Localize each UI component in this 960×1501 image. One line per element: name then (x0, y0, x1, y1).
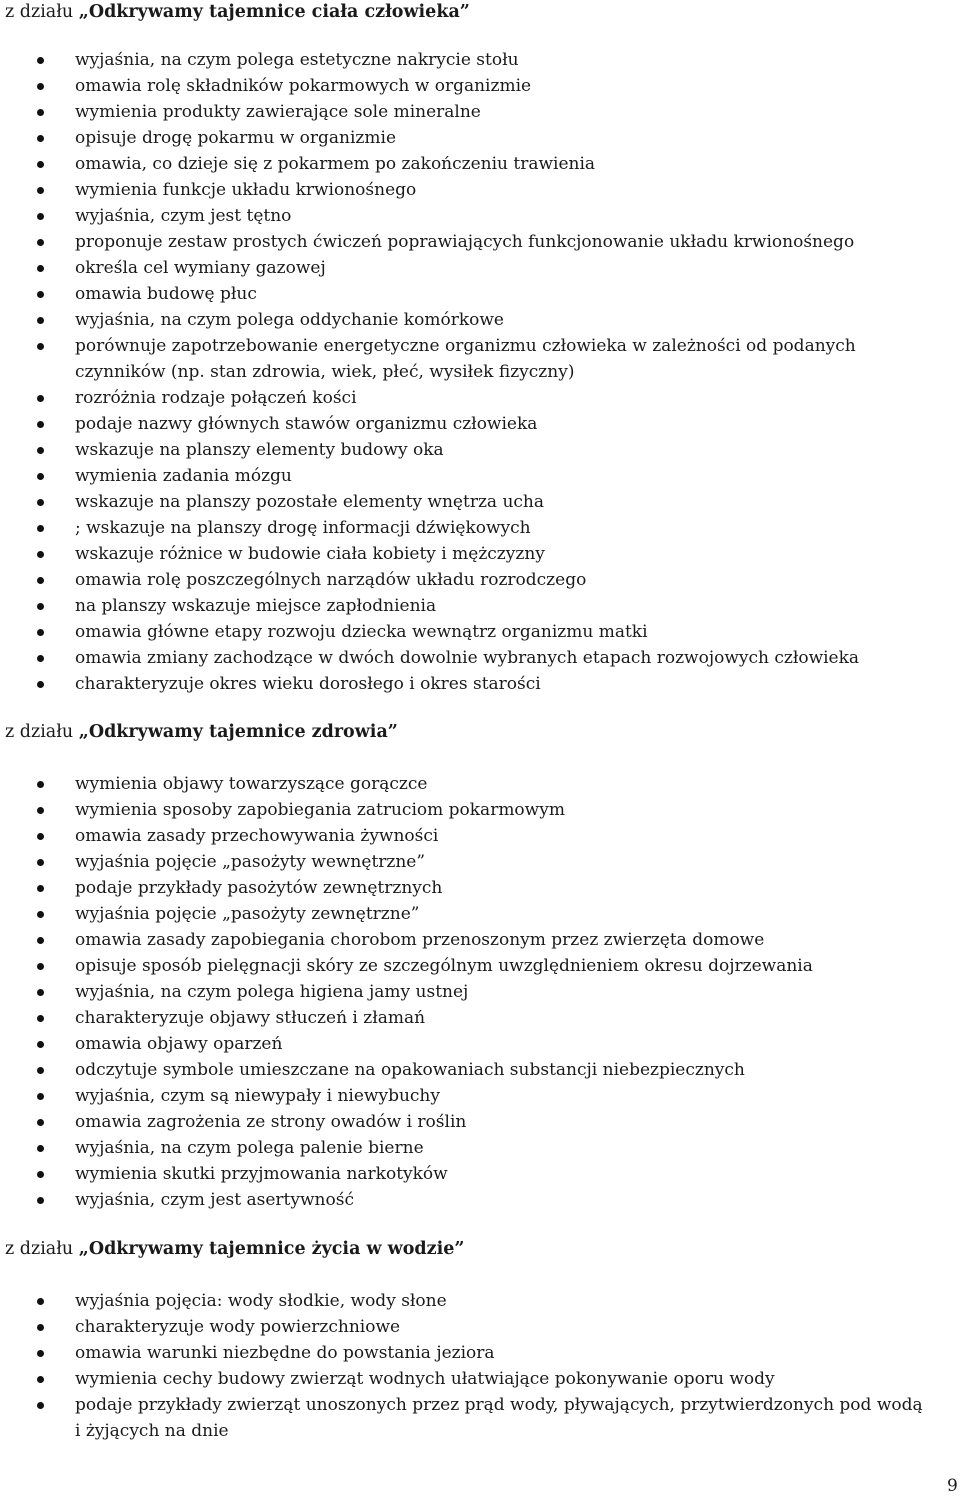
bullet-icon (37, 447, 44, 454)
list-item-text: wymienia objawy towarzyszące gorączce (75, 774, 428, 794)
list-item (0, 1314, 960, 1340)
list-item-text: wskazuje na planszy elementy budowy oka (75, 440, 444, 460)
list-item (0, 489, 960, 515)
list-item (0, 177, 960, 203)
section-heading (5, 720, 398, 744)
bullet-icon (37, 1350, 44, 1357)
list-item (0, 203, 960, 229)
bullet-icon (37, 681, 44, 688)
list-item (0, 1005, 960, 1031)
list-item-text: wymienia cechy budowy zwierząt wodnych ułatwiające pokonywanie oporu wody (75, 1369, 775, 1389)
list-item (0, 411, 960, 437)
list-item (0, 151, 960, 177)
list-item (0, 1161, 960, 1187)
list-item (0, 47, 960, 73)
list-item (0, 823, 960, 849)
bullet-icon (37, 551, 44, 558)
list-item-text: wyjaśnia, na czym polega palenie bierne (75, 1138, 424, 1158)
bullet-icon (37, 1298, 44, 1305)
list-item-text: wyjaśnia, czym jest asertywność (75, 1190, 354, 1210)
list-item-text: omawia warunki niezbędne do powstania jeziora (75, 1343, 495, 1363)
bullet-icon (37, 239, 44, 246)
bullet-icon (37, 473, 44, 480)
list-item (0, 927, 960, 953)
list-item (0, 463, 960, 489)
list-item-text: wyjaśnia, na czym polega oddychanie komórkowe (75, 310, 504, 330)
list-item (0, 125, 960, 151)
list-item-text: omawia rolę poszczególnych narządów układu rozrodczego (75, 570, 587, 590)
bullet-icon (37, 963, 44, 970)
list-item-text: omawia, co dzieje się z pokarmem po zakończeniu trawienia (75, 154, 596, 174)
list-item-text: omawia budowę płuc (75, 284, 257, 304)
list-item-text: opisuje drogę pokarmu w organizmie (75, 128, 396, 148)
list-item-text: porównuje zapotrzebowanie energetyczne organizmu człowieka w zależności od podanych czynników (np. stan zdrowia, wiek, płeć, wysiłek fizyczny) (75, 336, 856, 382)
bullet-icon (37, 577, 44, 584)
bullet-icon (37, 213, 44, 220)
list-item (0, 1340, 960, 1366)
list-item (0, 619, 960, 645)
list-item (0, 437, 960, 463)
list-item (0, 1366, 960, 1392)
bullet-icon (37, 343, 44, 350)
bullet-icon (37, 1093, 44, 1100)
bullet-icon (37, 911, 44, 918)
list-item-text: omawia rolę składników pokarmowych w organizmie (75, 76, 532, 96)
list-item (0, 515, 960, 541)
list-item (0, 645, 960, 671)
bullet-icon (37, 187, 44, 194)
list-item-text: omawia zmiany zachodzące w dwóch dowolnie wybranych etapach rozwojowych człowieka (75, 648, 860, 668)
list-item (0, 541, 960, 567)
section-heading (5, 1237, 464, 1261)
list-item (0, 567, 960, 593)
list-item-text: określa cel wymiany gazowej (75, 258, 326, 278)
list-item-text: wyjaśnia, czym jest tętno (75, 206, 292, 226)
bullet-icon (37, 83, 44, 90)
list-item (0, 99, 960, 125)
list-item-text: ; wskazuje na planszy drogę informacji dźwiękowych (75, 518, 531, 538)
bullet-icon (37, 1197, 44, 1204)
list-item-text: omawia objawy oparzeń (75, 1034, 283, 1054)
list-item-text: wyjaśnia pojęcia: wody słodkie, wody słone (75, 1291, 447, 1311)
list-item (0, 281, 960, 307)
list-item-text: wyjaśnia, na czym polega higiena jamy ustnej (75, 982, 469, 1002)
list-item (0, 1109, 960, 1135)
list-item-text: wskazuje na planszy pozostałe elementy wnętrza ucha (75, 492, 545, 512)
list-item (0, 1031, 960, 1057)
list-item-text: wymienia skutki przyjmowania narkotyków (75, 1164, 448, 1184)
bullet-icon (37, 499, 44, 506)
bullet-icon (37, 161, 44, 168)
bullet-icon (37, 603, 44, 610)
section-heading (5, 0, 470, 24)
list-item (0, 953, 960, 979)
bullet-icon (37, 989, 44, 996)
list-item (0, 771, 960, 797)
list-item-text: wyjaśnia, czym są niewypały i niewybuchy (75, 1086, 440, 1106)
section-heading-title: „Odkrywamy tajemnice ciała człowieka” (78, 2, 470, 22)
list-item (0, 307, 960, 333)
section-heading-title: „Odkrywamy tajemnice zdrowia” (78, 722, 398, 742)
list-item-text: wymienia sposoby zapobiegania zatruciom pokarmowym (75, 800, 565, 820)
bullet-icon (37, 1376, 44, 1383)
bullet-icon (37, 885, 44, 892)
bullet-icon (37, 1145, 44, 1152)
list-item-text: wyjaśnia, na czym polega estetyczne nakrycie stołu (75, 50, 519, 70)
bullet-icon (37, 1324, 44, 1331)
bullet-icon (37, 395, 44, 402)
bullet-icon (37, 421, 44, 428)
list-item (0, 671, 960, 697)
list-item (0, 1083, 960, 1109)
list-item-text: omawia zagrożenia ze strony owadów i roślin (75, 1112, 467, 1132)
bullet-icon (37, 807, 44, 814)
bullet-icon (37, 859, 44, 866)
list-item-text: wymienia funkcje układu krwionośnego (75, 180, 417, 200)
objectives-list (0, 1288, 960, 1444)
list-item-text: na planszy wskazuje miejsce zapłodnienia (75, 596, 437, 616)
bullet-icon (37, 265, 44, 272)
list-item (0, 1135, 960, 1161)
list-item (0, 849, 960, 875)
list-item (0, 901, 960, 927)
bullet-icon (37, 525, 44, 532)
list-item (0, 797, 960, 823)
list-item-text: charakteryzuje objawy stłuczeń i złamań (75, 1008, 426, 1028)
list-item-text: omawia zasady przechowywania żywności (75, 826, 439, 846)
section-heading-prefix: z działu (5, 1239, 74, 1259)
list-item (0, 333, 960, 385)
bullet-icon (37, 109, 44, 116)
bullet-icon (37, 1015, 44, 1022)
list-item-text: proponuje zestaw prostych ćwiczeń poprawiających funkcjonowanie układu krwionośnego (75, 232, 855, 252)
list-item-text: podaje nazwy głównych stawów organizmu człowieka (75, 414, 538, 434)
bullet-icon (37, 1171, 44, 1178)
list-item-text: wskazuje różnice w budowie ciała kobiety i mężczyzny (75, 544, 545, 564)
bullet-icon (37, 937, 44, 944)
section-heading-title: „Odkrywamy tajemnice życia w wodzie” (78, 1239, 465, 1259)
bullet-icon (37, 781, 44, 788)
list-item (0, 1392, 960, 1444)
list-item (0, 875, 960, 901)
list-item (0, 385, 960, 411)
list-item (0, 593, 960, 619)
objectives-list (0, 771, 960, 1213)
bullet-icon (37, 291, 44, 298)
list-item (0, 229, 960, 255)
bullet-icon (37, 655, 44, 662)
bullet-icon (37, 833, 44, 840)
list-item-text: odczytuje symbole umieszczane na opakowaniach substancji niebezpiecznych (75, 1060, 745, 1080)
bullet-icon (37, 1402, 44, 1409)
list-item-text: rozróżnia rodzaje połączeń kości (75, 388, 357, 408)
page-number: 9 (947, 1476, 958, 1496)
bullet-icon (37, 1119, 44, 1126)
list-item-text: podaje przykłady zwierząt unoszonych przez prąd wody, pływających, przytwierdzonych pod wodą i żyjących na dnie (75, 1395, 923, 1441)
list-item-text: opisuje sposób pielęgnacji skóry ze szczególnym uwzględnieniem okresu dojrzewania (75, 956, 813, 976)
bullet-icon (37, 317, 44, 324)
list-item-text: podaje przykłady pasożytów zewnętrznych (75, 878, 443, 898)
bullet-icon (37, 57, 44, 64)
bullet-icon (37, 135, 44, 142)
bullet-icon (37, 1041, 44, 1048)
list-item (0, 1187, 960, 1213)
list-item (0, 1057, 960, 1083)
list-item-text: wyjaśnia pojęcie „pasożyty wewnętrzne” (75, 852, 426, 872)
bullet-icon (37, 629, 44, 636)
bullet-icon (37, 1067, 44, 1074)
list-item-text: wymienia zadania mózgu (75, 466, 292, 486)
list-item-text: omawia główne etapy rozwoju dziecka wewnątrz organizmu matki (75, 622, 648, 642)
list-item (0, 73, 960, 99)
list-item (0, 979, 960, 1005)
list-item-text: charakteryzuje okres wieku dorosłego i okres starości (75, 674, 541, 694)
section-heading-prefix: z działu (5, 2, 74, 22)
list-item-text: omawia zasady zapobiegania chorobom przenoszonym przez zwierzęta domowe (75, 930, 765, 950)
list-item (0, 1288, 960, 1314)
section-heading-prefix: z działu (5, 722, 74, 742)
list-item (0, 255, 960, 281)
list-item-text: wymienia produkty zawierające sole mineralne (75, 102, 481, 122)
objectives-list (0, 47, 960, 697)
list-item-text: charakteryzuje wody powierzchniowe (75, 1317, 401, 1337)
list-item-text: wyjaśnia pojęcie „pasożyty zewnętrzne” (75, 904, 420, 924)
